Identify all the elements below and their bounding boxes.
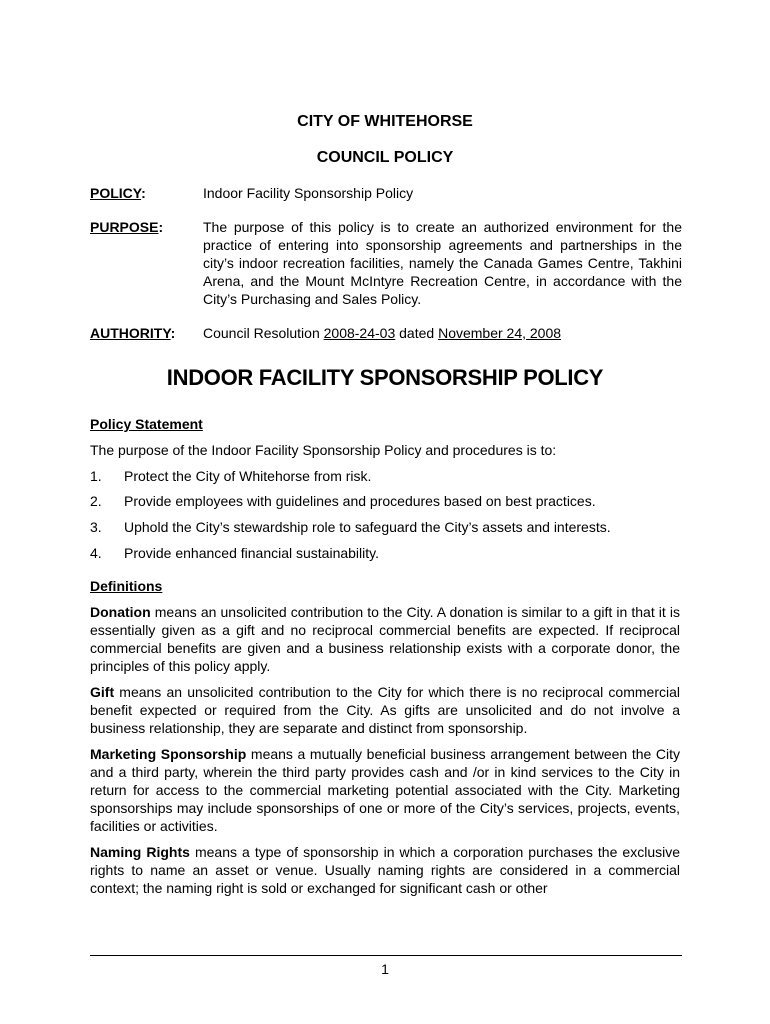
city-heading: CITY OF WHITEHORSE xyxy=(297,113,473,130)
definition-naming-rights: Naming Rights means a type of sponsorship in which a corporation purchases the exclusive rights to name an asset or venue. Usually naming rights are considered in a commercial context; the naming right is sold or exchanged for significant cash or other xyxy=(90,844,681,896)
purpose-label: PURPOSE: xyxy=(90,219,164,235)
policy-value: Indoor Facility Sponsorship Policy xyxy=(203,185,414,201)
authority-label: AUTHORITY: xyxy=(90,325,176,341)
purpose-value: The purpose of this policy is to create an authorized environment for the practice of entering into sponsorship agreements and partnerships in the city’s indoor recreation facilities, namely the Canada Games Centre, Takhini Arena, and the Mount McIntyre Recreation Centre, in accordance with the City’s Purchasing and Sales Policy. xyxy=(203,219,682,307)
authority-value: Council Resolution 2008-24-03 dated November 24, 2008 xyxy=(203,325,562,341)
resolution-number: 2008-24-03 xyxy=(323,325,396,341)
definition-donation: Donation means an unsolicited contribution to the City. A donation is similar to a gift in that it is essentially given as a gift and no reciprocal commercial benefits are expected. If reciprocal commercial benefits are given and a business relationship exists with a corporate donor, the principles of this policy apply. xyxy=(90,604,680,674)
definitions-heading: Definitions xyxy=(90,578,163,594)
definition-marketing-sponsorship: Marketing Sponsorship means a mutually beneficial business arrangement between the City and a third party, wherein the third party provides cash and /or in kind services to the City in return for access to the commercial marketing potential associated with the City. Marketing sponsorships may include sponsorships of one or more of the City’s services, projects, events, facilities or activities. xyxy=(90,746,680,834)
policy-statement-heading: Policy Statement xyxy=(90,416,203,432)
page-number: 1 xyxy=(381,961,389,977)
resolution-date: November 24, 2008 xyxy=(438,325,562,341)
policy-label: POLICY: xyxy=(90,185,146,201)
footer-divider xyxy=(90,955,682,956)
policy-statement-intro: The purpose of the Indoor Facility Sponsorship Policy and procedures is to: xyxy=(90,442,557,458)
definition-gift: Gift means an unsolicited contribution to the City for which there is no reciprocal commercial benefit expected or required from the City. As gifts are unsolicited and do not involve a business relationship, they are separate and distinct from sponsorship. xyxy=(90,684,680,736)
document-title: INDOOR FACILITY SPONSORSHIP POLICY xyxy=(166,365,604,390)
council-policy-heading: COUNCIL POLICY xyxy=(316,149,454,166)
document-page: CITY OF WHITEHORSE COUNCIL POLICY POLICY: Indoor Facility Sponsorship Policy PURPOSE: The purpose of this policy is to create an authorized environment for the practice of entering into sponsorship agreements and partnerships in the city’s indoor recreation facilities, namely the Canada Games Centre, Takhini Arena, and the Mount McIntyre Recreation Centre, in accordance with the City’s Purchasing and Sales Policy. AUTHORITY: Council Resolution 2008-24-03 dated November 24, 2008 INDOOR FACILITY SPONSORSHIP POLICY Policy Statement The purpose of the Indoor Facility Sponsorship Policy and procedures is to: 1. Protect the City of Whitehorse from risk. 2. Provide employees with guidelines and procedures based on best practices. 3. Uphold the City’s stewardship role to safeguard the City’s assets and interests. 4. Provide enhanced financial sustainability. Definitions Donation means an unsolicited contribution to the City. A donation is similar to a gift in that it is essentially given as a gift and no reciprocal commercial benefits are expected. If reciprocal commercial benefits are given and a business relationship exists with a corporate donor, the principles of this policy apply. Gift means an unsolicited contribution to the City for which there is no reciprocal commercial benefit expected or required from the City. As gifts are unsolicited and do not involve a business relationship, they are separate and distinct from sponsorship. Marketing Sponsorship means a mutually beneficial business arrangement between the City and a third party, wherein the third party provides cash and /or in kind services to the City in return for access to the commercial marketing potential associated with the City. Marketing sponsorships may include sponsorships of one or more of the City’s services, projects, events, facilities or activities. Naming Rights means a type of sponsorship in which a corporation purchases the exclusive rights to name an asset or venue. Usually naming rights are considered in a commercial context; the naming right is sold or exchanged for significant cash or other 1 xyxy=(0,0,770,1024)
